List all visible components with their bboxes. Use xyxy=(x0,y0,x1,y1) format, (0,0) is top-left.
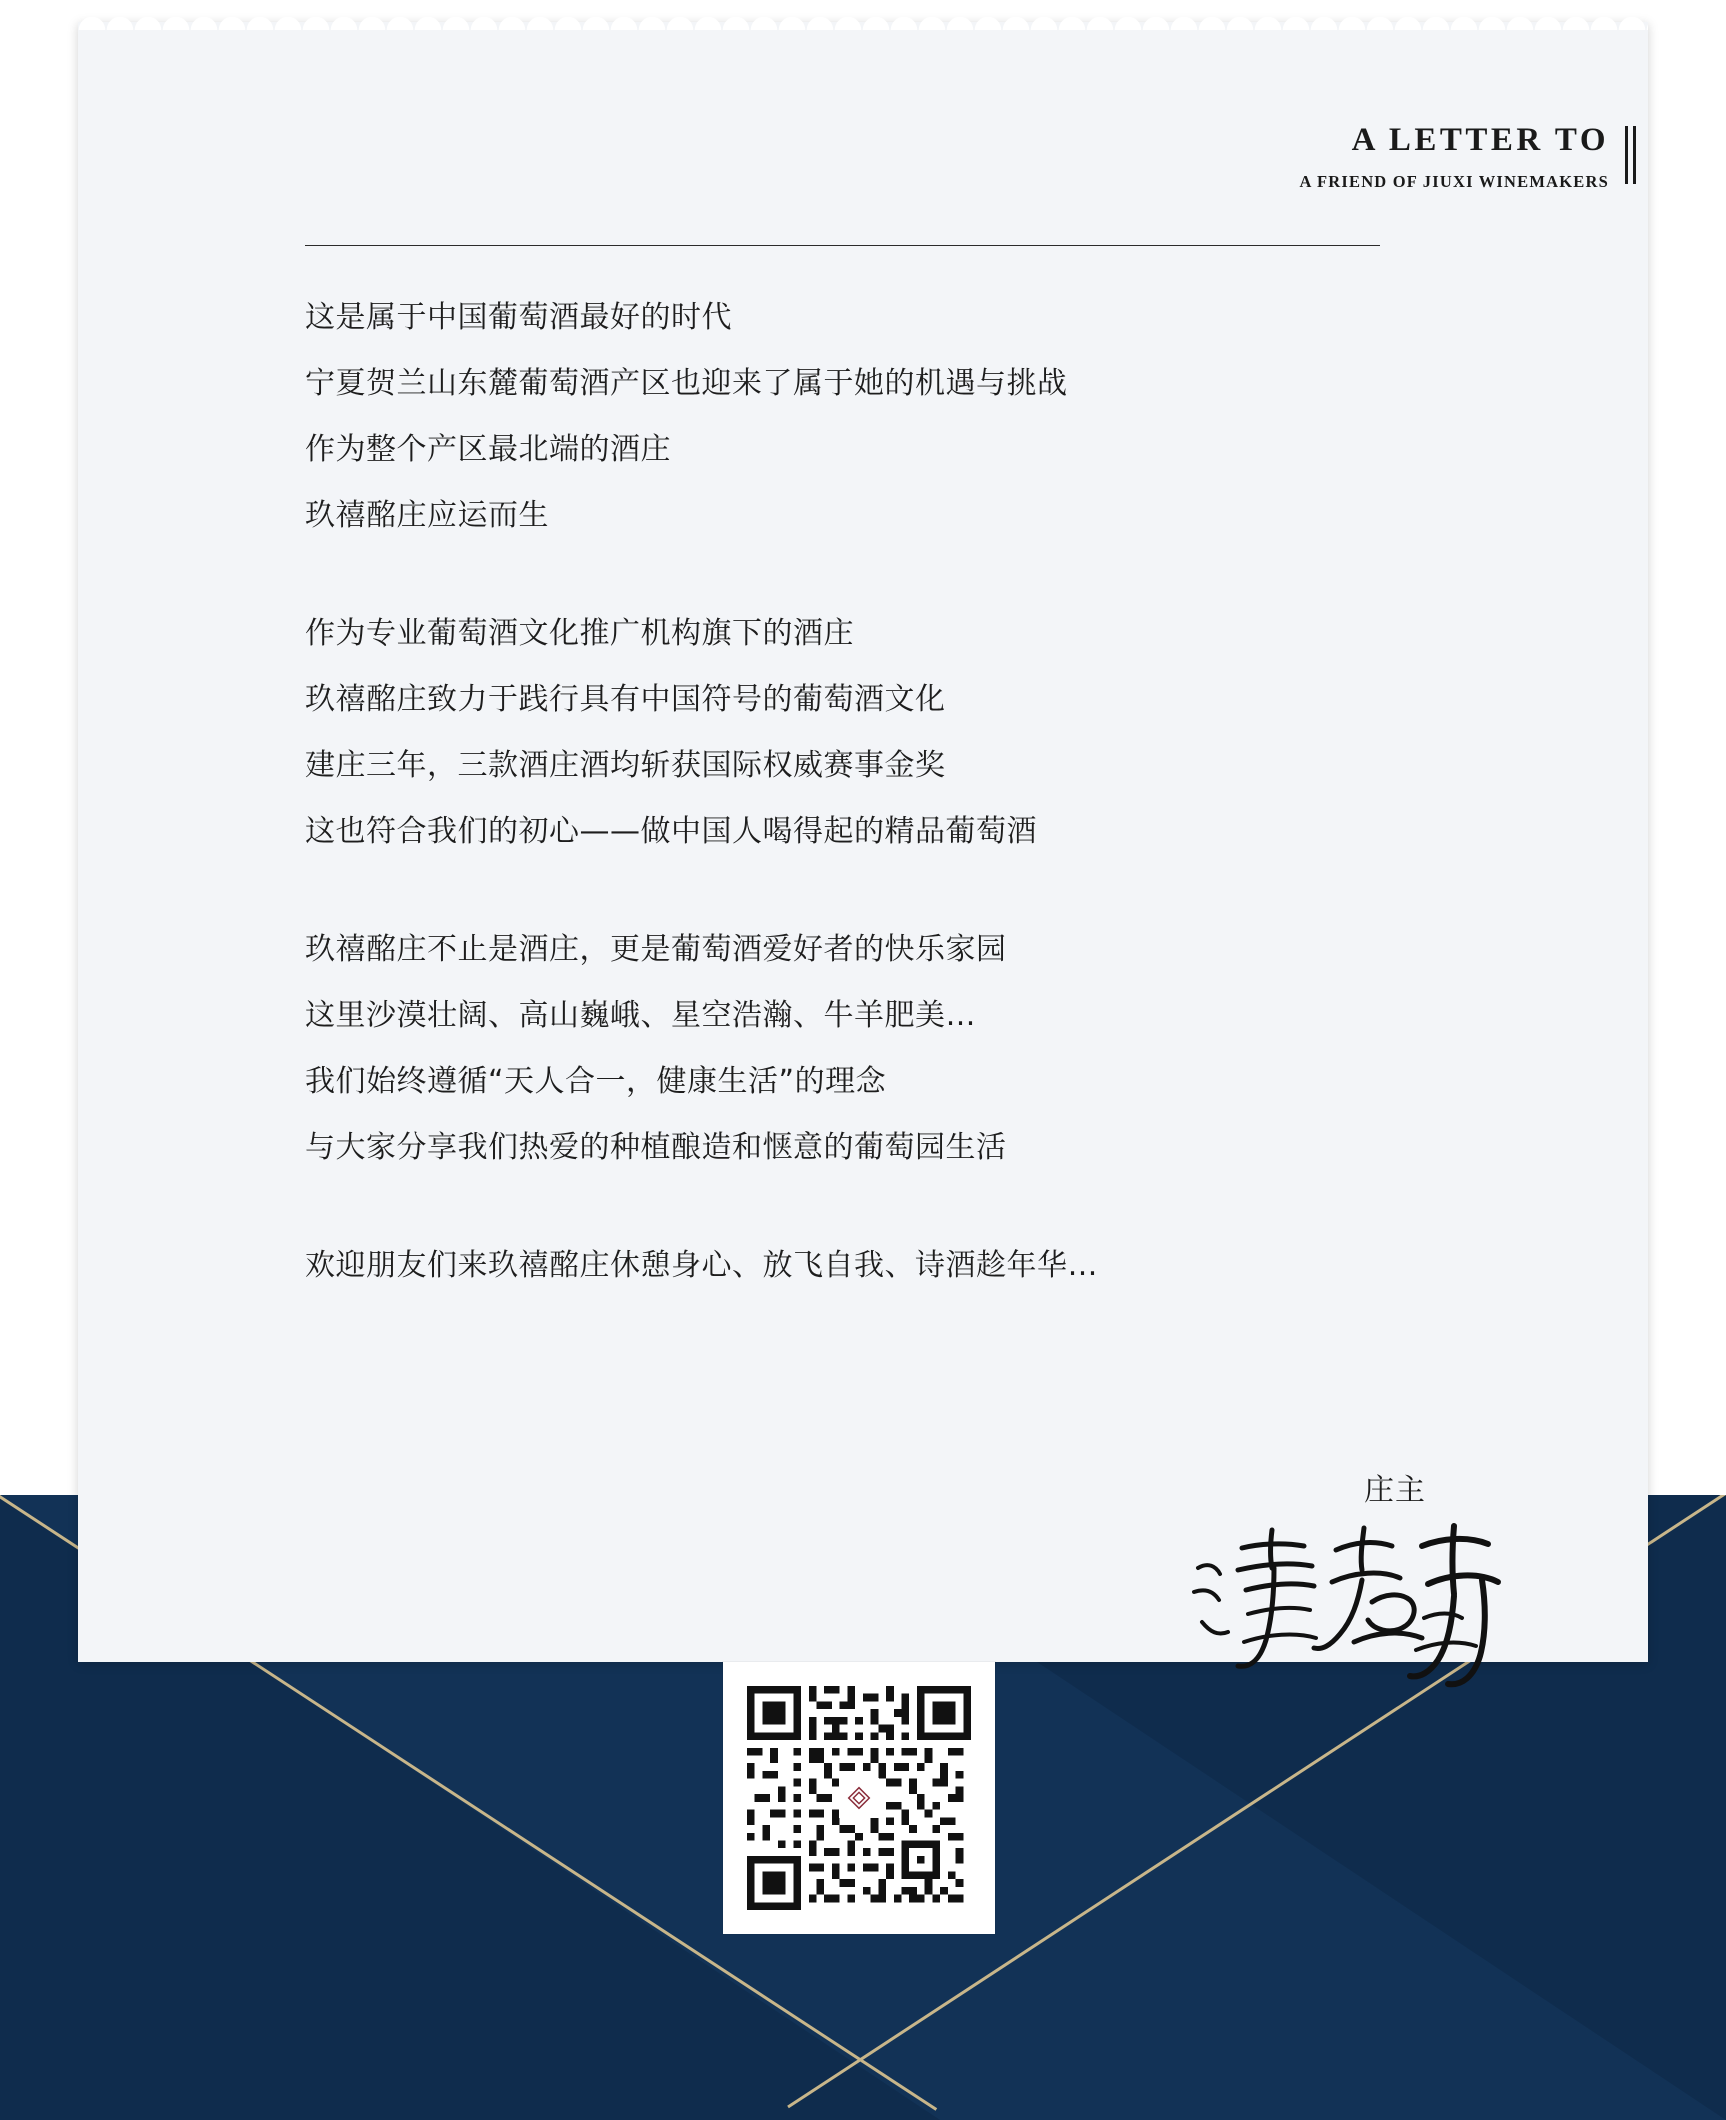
handwritten-signature xyxy=(1186,1510,1516,1700)
body-line: 玖禧酩庄不止是酒庄，更是葡萄酒爱好者的快乐家园 xyxy=(305,932,1007,967)
body-line: 建庄三年，三款酒庄酒均斩获国际权威赛事金奖 xyxy=(305,748,946,783)
body-line: 这是属于中国葡萄酒最好的时代 xyxy=(305,300,732,335)
body-line: 玖禧酩庄应运而生 xyxy=(305,498,549,533)
body-line: 宁夏贺兰山东麓葡萄酒产区也迎来了属于她的机遇与挑战 xyxy=(305,366,1068,401)
body-line: 作为专业葡萄酒文化推广机构旗下的酒庄 xyxy=(305,616,854,651)
paragraph-2 xyxy=(305,601,1425,865)
body-line: 这也符合我们的初心——做中国人喝得起的精品葡萄酒 xyxy=(305,814,1037,849)
body-line: 我们始终遵循“天人合一，健康生活”的理念 xyxy=(305,1064,887,1099)
body-line: 作为整个产区最北端的酒庄 xyxy=(305,432,671,467)
body-line: 玖禧酩庄致力于践行具有中国符号的葡萄酒文化 xyxy=(305,682,946,717)
signature-label: 庄主 xyxy=(1364,1473,1426,1508)
paragraph-3 xyxy=(305,917,1425,1181)
diamond-logo-icon xyxy=(839,1778,879,1818)
page-subtitle: A FRIEND OF JIUXI WINEMAKERS xyxy=(1299,171,1609,191)
paragraph-4 xyxy=(305,1233,1425,1299)
paragraph-1 xyxy=(305,285,1425,549)
header-divider xyxy=(305,245,1380,246)
body-line: 这里沙漠壮阔、高山巍峨、星空浩瀚、牛羊肥美… xyxy=(305,998,976,1033)
body-line: 与大家分享我们热爱的种植酿造和惬意的葡萄园生活 xyxy=(305,1130,1007,1165)
qr-code[interactable] xyxy=(723,1662,995,1934)
letter-header xyxy=(1299,122,1636,192)
letter-body xyxy=(305,285,1425,1299)
page-title: A LETTER TO xyxy=(1351,122,1609,158)
double-bar-ornament-icon xyxy=(1625,126,1636,184)
body-line: 欢迎朋友们来玖禧酩庄休憩身心、放飞自我、诗酒趁年华… xyxy=(305,1248,1098,1283)
scalloped-top-edge xyxy=(78,8,1648,30)
